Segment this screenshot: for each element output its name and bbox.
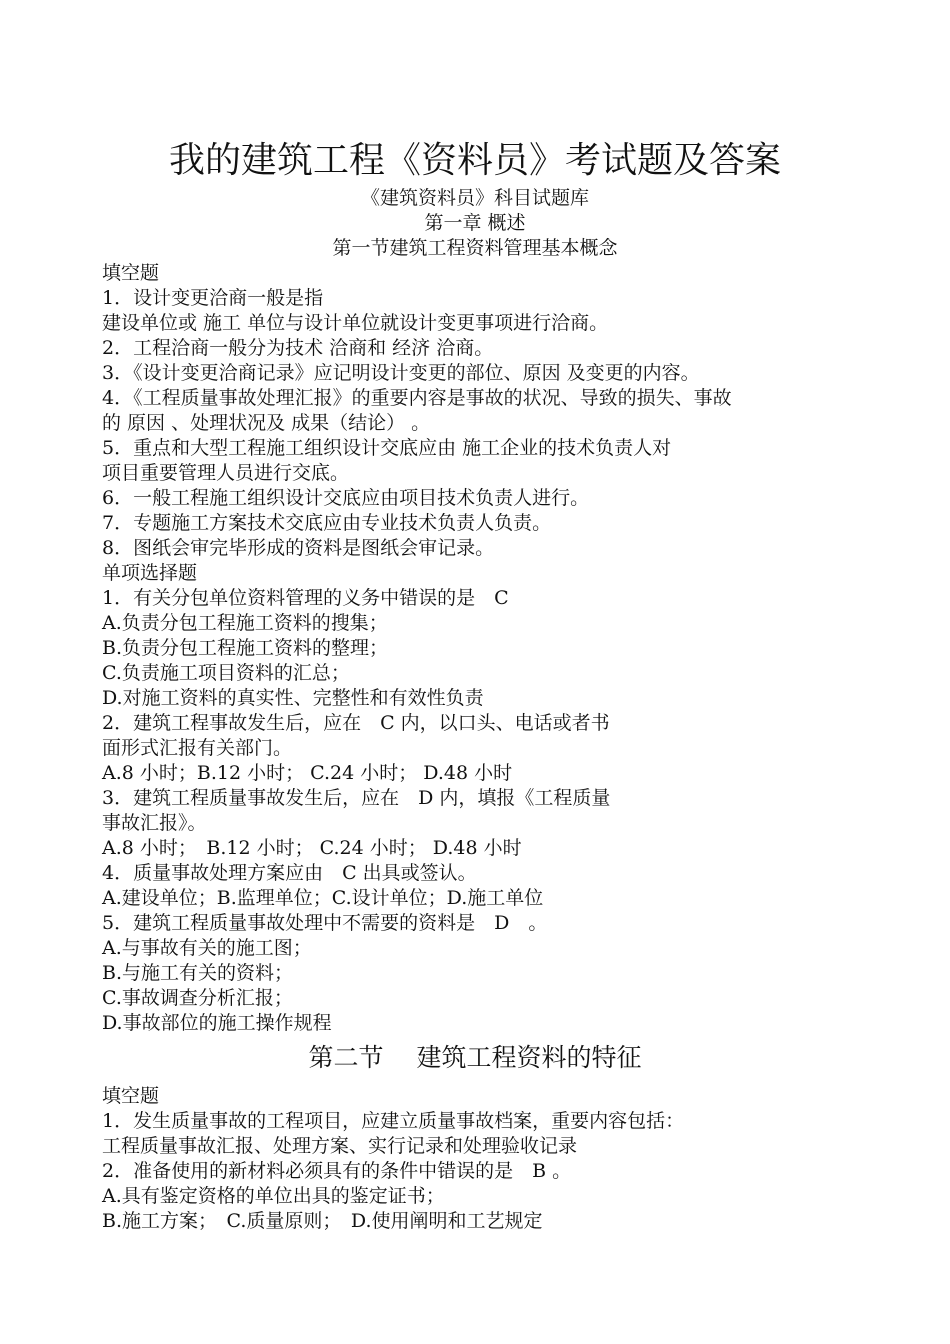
text-line: 填空题	[102, 262, 160, 284]
text-line: 2．工程洽商一般分为技术 洽商和 经济 洽商。	[102, 337, 494, 359]
text-line: 1．设计变更洽商一般是指	[102, 287, 324, 309]
text-line: 4．《工程质量事故处理汇报》的重要内容是事故的状况、导致的损失、事故	[102, 387, 732, 409]
section-heading-1: 第一节建筑工程资料管理基本概念	[332, 237, 618, 259]
text-line: 1．发生质量事故的工程项目，应建立质量事故档案，重要内容包括：	[102, 1110, 685, 1132]
text-line: 3．《设计变更洽商记录》应记明设计变更的部位、原因 及变更的内容。	[102, 362, 700, 384]
text-line: 4．质量事故处理方案应由 C 出具或签认。	[102, 862, 477, 884]
text-line: D.对施工资料的真实性、完整性和有效性负责	[102, 687, 484, 709]
text-line: 3．建筑工程质量事故发生后，应在 D 内，填报《工程质量	[102, 787, 611, 809]
chapter-heading: 第一章 概述	[424, 212, 526, 234]
text-line: 2．准备使用的新材料必须具有的条件中错误的是 B 。	[102, 1160, 572, 1182]
text-line: A.负责分包工程施工资料的搜集；	[102, 612, 388, 634]
text-line: 工程质量事故汇报、处理方案、实行记录和处理验收记录	[102, 1135, 578, 1157]
text-line: 5．重点和大型工程施工组织设计交底应由 施工企业的技术负责人对	[102, 437, 672, 459]
text-line: C.负责施工项目资料的汇总；	[102, 662, 350, 684]
document-subtitle: 《建筑资料员》科目试题库	[360, 187, 589, 209]
text-line: A.建设单位；B.监理单位；C.设计单位；D.施工单位	[102, 887, 544, 909]
text-line: A.8 小时；B.12 小时； C.24 小时； D.48 小时	[102, 762, 513, 784]
text-line: 面形式汇报有关部门。	[102, 737, 293, 759]
text-line: 的 原因 、处理状况及 成果（结论） 。	[102, 412, 431, 434]
text-line: 1．有关分包单位资料管理的义务中错误的是 C	[102, 587, 509, 609]
text-line: 6．一般工程施工组织设计交底应由项目技术负责人进行。	[102, 487, 590, 509]
text-line: 项目重要管理人员进行交底。	[102, 462, 350, 484]
text-line: 5．建筑工程质量事故处理中不需要的资料是 D 。	[102, 912, 548, 934]
section-heading-2: 第二节 建筑工程资料的特征	[308, 1043, 642, 1072]
text-line: 7．专题施工方案技术交底应由专业技术负责人负责。	[102, 512, 552, 534]
text-line: 填空题	[102, 1085, 160, 1107]
text-line: B.负责分包工程施工资料的整理；	[102, 637, 389, 659]
text-line: B.与施工有关的资料；	[102, 962, 294, 984]
text-line: 建设单位或 施工 单位与设计单位就设计变更事项进行洽商。	[102, 312, 609, 334]
text-line: B.施工方案； C.质量原则； D.使用阐明和工艺规定	[102, 1210, 543, 1232]
text-line: A.与事故有关的施工图；	[102, 937, 312, 959]
text-line: 2．建筑工程事故发生后，应在 C 内，以口头、电话或者书	[102, 712, 610, 734]
text-line: C.事故调查分析汇报；	[102, 987, 293, 1009]
text-line: 8．图纸会审完毕形成的资料是图纸会审记录。	[102, 537, 495, 559]
text-line: 单项选择题	[102, 562, 198, 584]
text-line: A.具有鉴定资格的单位出具的鉴定证书；	[102, 1185, 445, 1207]
text-line: A.8 小时； B.12 小时； C.24 小时； D.48 小时	[102, 837, 522, 859]
text-line: D.事故部位的施工操作规程	[102, 1012, 332, 1034]
document-title: 我的建筑工程《资料员》考试题及答案	[168, 140, 781, 181]
text-line: 事故汇报》。	[102, 812, 207, 834]
